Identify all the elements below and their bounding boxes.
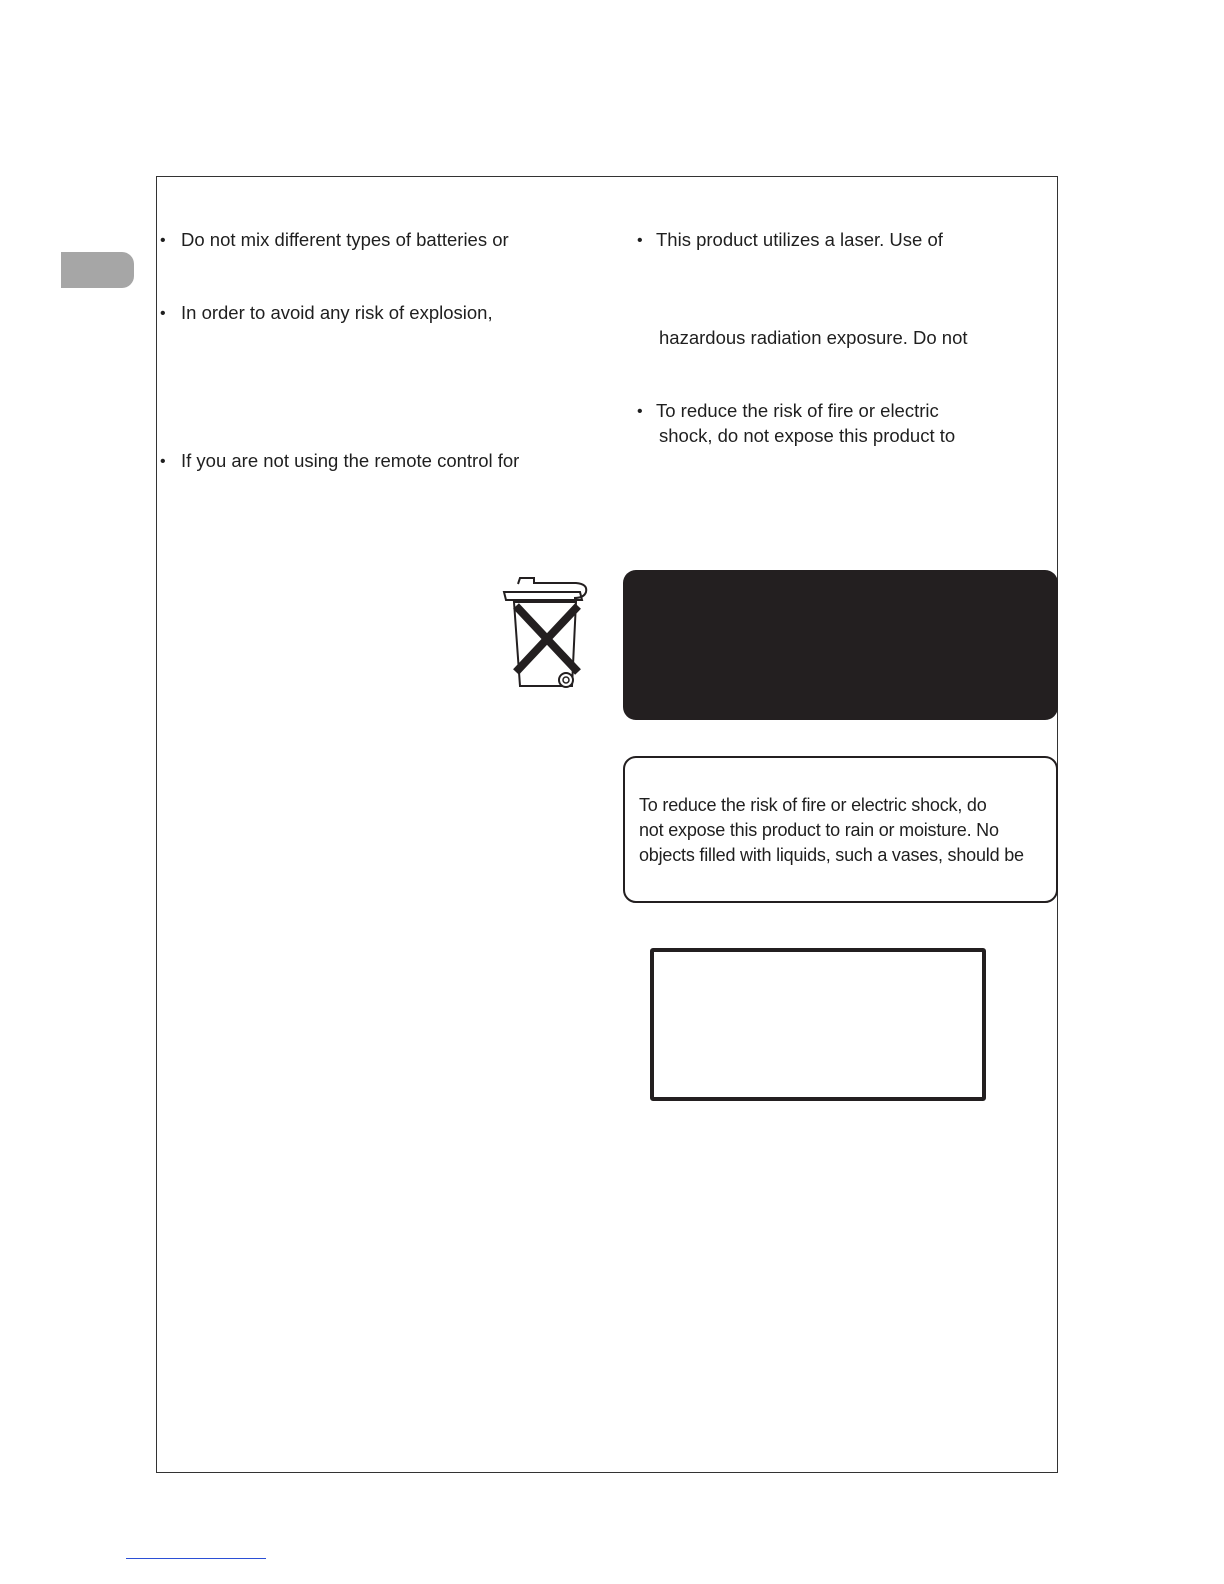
caution-panel <box>623 570 1058 720</box>
bullet-marker: • <box>160 232 166 249</box>
bullet-marker: • <box>637 232 643 249</box>
warning-text <box>639 793 1024 868</box>
warning-box <box>623 756 1058 903</box>
crossed-out-wheelie-bin-icon <box>498 574 592 692</box>
section-tab <box>61 252 134 288</box>
battery-mix-warning: Do not mix different types of batteries or <box>181 229 509 250</box>
warning-line-1: To reduce the risk of fire or electric shock, do <box>639 795 987 815</box>
warning-line-2: not expose this product to rain or moisture. No <box>639 820 999 840</box>
bullet-marker: • <box>160 453 166 470</box>
bullet-marker: • <box>637 403 643 420</box>
footer-rule <box>126 1558 266 1559</box>
laser-label-box <box>650 948 986 1101</box>
explosion-warning: In order to avoid any risk of explosion, <box>181 302 493 323</box>
laser-warning-line-2: hazardous radiation exposure. Do not <box>659 327 968 348</box>
remote-control-note: If you are not using the remote control for <box>181 450 520 471</box>
laser-warning-line-1: This product utilizes a laser. Use of <box>656 229 943 250</box>
bullet-marker: • <box>160 305 166 322</box>
fire-risk-line-2: shock, do not expose this product to <box>659 425 956 446</box>
warning-line-3: objects filled with liquids, such a vases, should be <box>639 845 1024 865</box>
fire-risk-line-1: To reduce the risk of fire or electric <box>656 400 939 421</box>
